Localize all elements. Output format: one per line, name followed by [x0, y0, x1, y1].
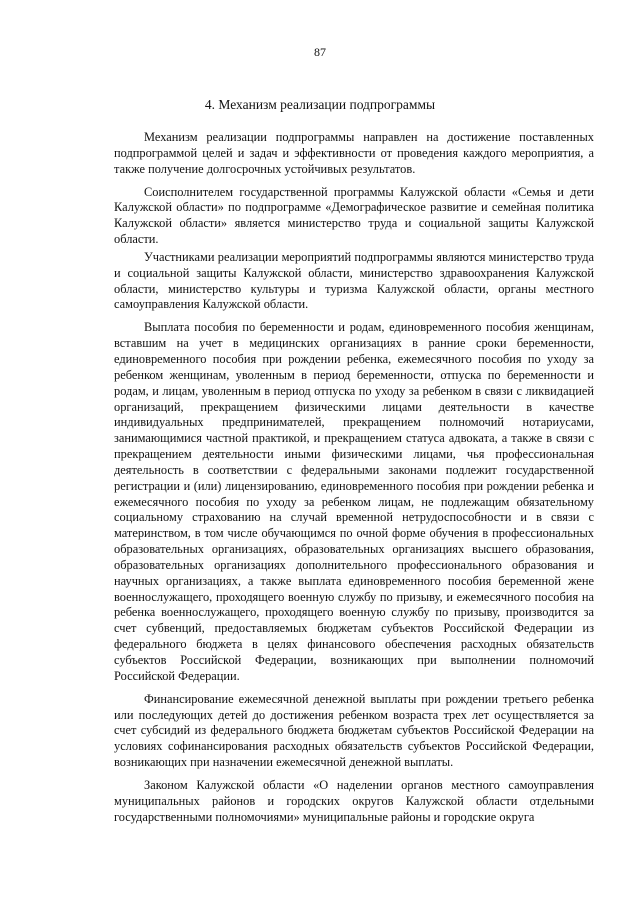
paragraph-participants: Участниками реализации мероприятий подпрограммы являются министерство труда и социальной защиты Калужской области, министерство здравоохранения Калужской области, министерство культуры и туризма Калужской области, органы местного самоуправления Калужской области. — [114, 249, 594, 312]
document-body — [114, 130, 594, 825]
paragraph-financing: Финансирование ежемесячной денежной выплаты при рождении третьего ребенка или последующих детей до достижения ребенком возраста трех лет осуществляется за счет субсидий из федерального бюджета бюджетам субъектов Российской Федерации на условиях софинансирования расходных обязательств субъектов Российской Федерации, возникающих при назначении ежемесячной денежной выплаты. — [114, 691, 594, 770]
page-number: 87 — [314, 45, 326, 59]
paragraph-co-executor: Соисполнителем государственной программы Калужской области «Семья и дети Калужской области» по подпрограмме «Демографическое развитие и семейная политика Калужской области» является министерство труда и социальной защиты Калужской области. — [114, 184, 594, 247]
paragraph-benefits: Выплата пособия по беременности и родам, единовременного пособия женщинам, вставшим на учет в медицинских организациях в ранние сроки беременности, единовременного пособия при рождении ребенка, ежемесячного пособия по уходу за ребенком женщинам, уволенным в период беременности, отпуска по беременности и родам, и лицам, уволенным в период отпуска по уходу за ребенком в связи с ликвидацией организаций, прекращением физическими лицами деятельности в качестве индивидуальных предпринимателей, прекращением полномочий нотариусами, занимающимися частной практикой, и прекращением статуса адвоката, а также в связи с прекращением деятельности иными физическими лицами, чья профессиональная деятельность в соответствии с федеральными законами подлежит государственной регистрации и (или) лицензированию, единовременного пособия при рождении ребенка и ежемесячного пособия по уходу за ребенком лицам, не подлежащим обязательному социальному страхованию на случай временной нетрудоспособности и в связи с материнством, в том числе обучающимся по очной форме обучения в профессиональных образовательных организациях, образовательных организациях высшего образования, образовательных организациях дополнительного профессионального образования и научных организациях, а также выплата единовременного пособия беременной жене военнослужащего, проходящего военную службу по призыву, и ежемесячного пособия на ребенка военнослужащего, проходящего военную службу по призыву, производится за счет субвенций, предоставляемых бюджетам субъектов Российской Федерации из федерального бюджета в целях финансового обеспечения расходных обязательств субъектов Российской Федерации, возникающих при выполнении полномочий Российской Федерации. — [114, 320, 594, 683]
paragraph-mechanism: Механизм реализации подпрограммы направлен на достижение поставленных подпрограммой целей и задач и эффективности от проведения каждого мероприятия, а также получение долгосрочных устойчивых результатов. — [114, 130, 594, 176]
section-title: 4. Механизм реализации подпрограммы — [204, 97, 436, 112]
paragraph-law: Законом Калужской области «О наделении органов местного самоуправления муниципальных районов и городских округов Калужской области отдельными государственными полномочиями» муниципальные районы и городские округа — [114, 777, 594, 824]
